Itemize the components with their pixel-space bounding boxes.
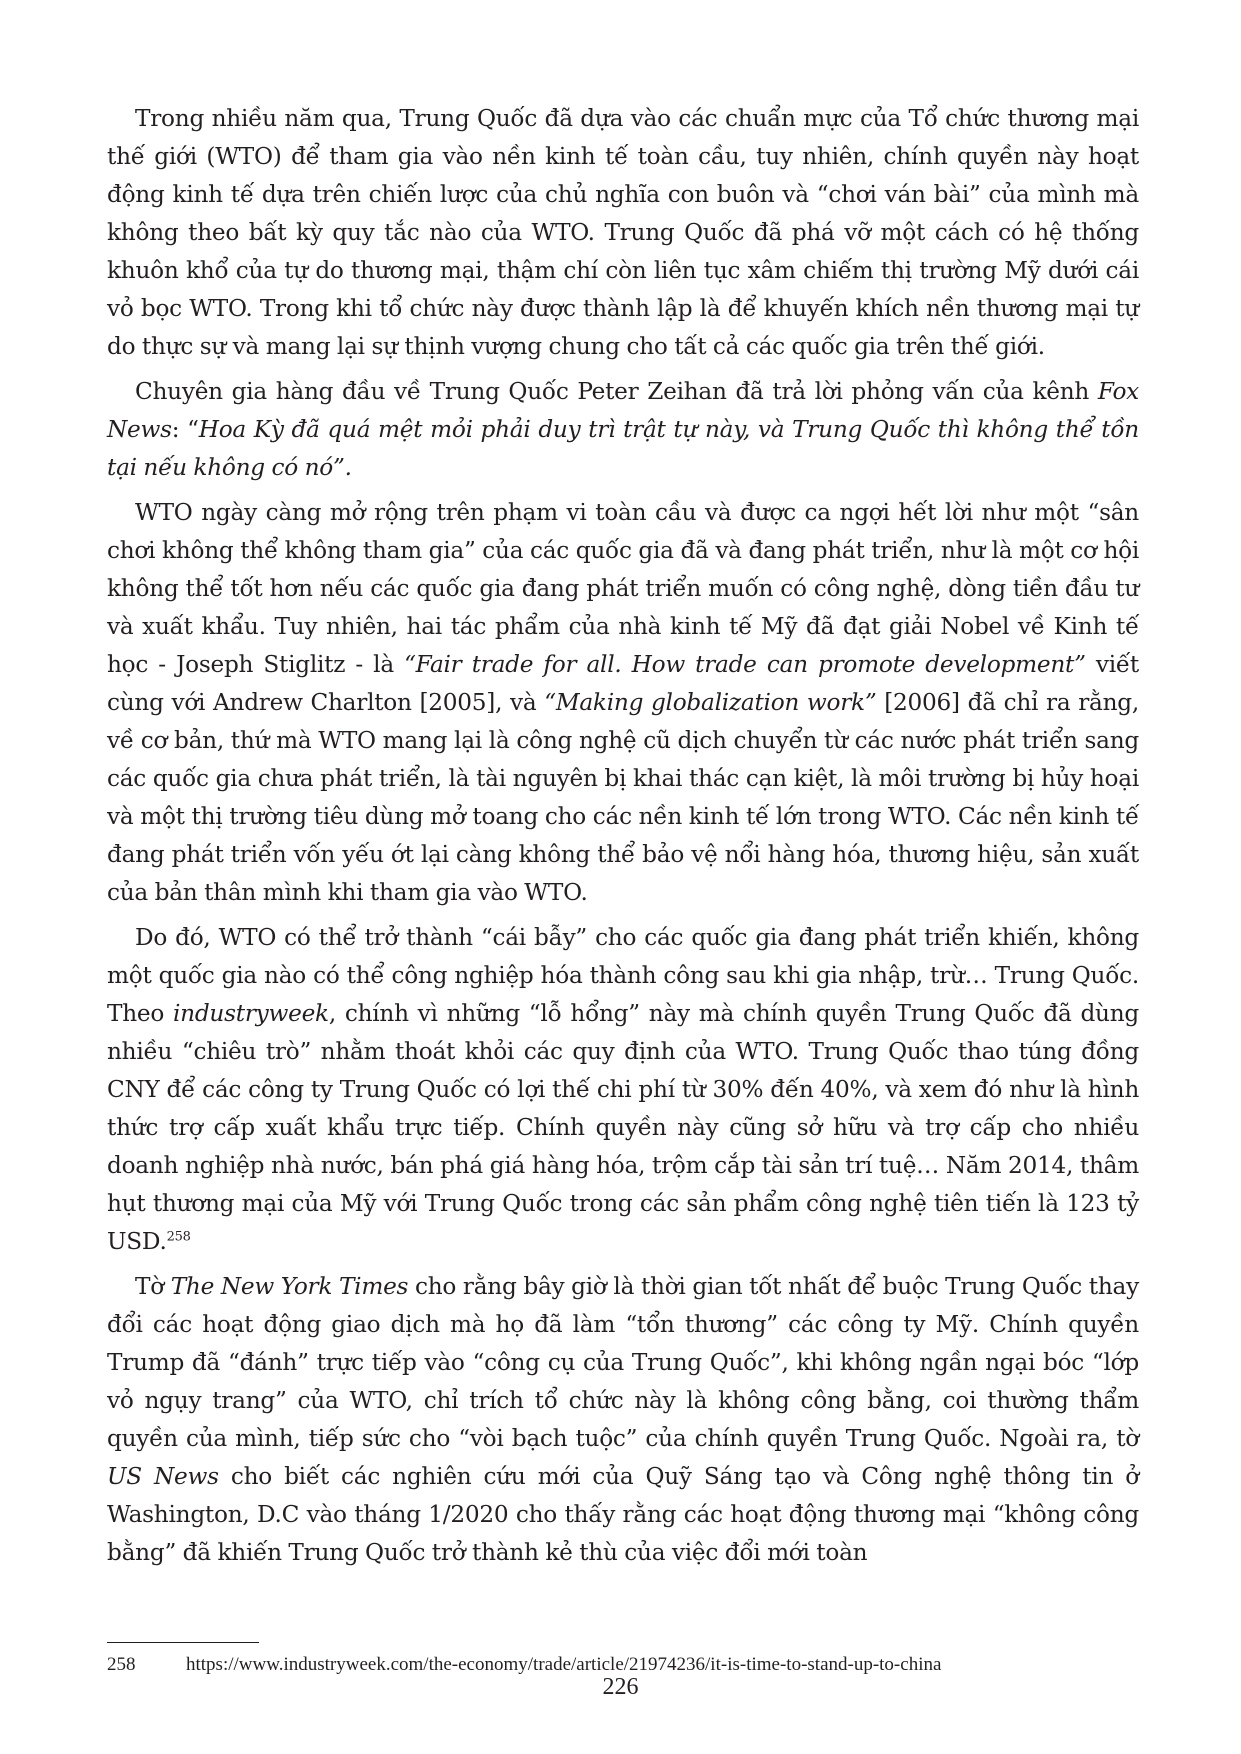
paragraph-text: : “ <box>171 416 199 443</box>
paragraph-text: cho biết các nghiên cứu mới của Quỹ Sáng tạo và Công nghệ thông tin ở Washington, D.C vào tháng 1/2020 cho thấy rằng các hoạt động thương mại “không công bằng” đã khiến Trung Quốc trở thành kẻ thù của việc đổi mới toàn <box>107 1463 1139 1566</box>
footnote-divider <box>107 1642 259 1643</box>
paragraph-text: [2006] đã chỉ ra rằng, về cơ bản, thứ mà WTO mang lại là công nghệ cũ dịch chuyển từ các nước phát triển sang các quốc gia chưa phát triển, là tài nguyên bị khai thác cạn kiệt, là môi trường bị hủy hoại và một thị trường tiêu dùng mở toang cho các nền kinh tế lớn trong WTO. Các nền kinh tế đang phát triển vốn yếu ớt lại càng không thể bảo vệ nổi hàng hóa, thương hiệu, sản xuất của bản thân mình khi tham gia vào WTO. <box>107 689 1140 906</box>
italic-text: Hoa Kỳ đã quá mệt mỏi phải duy trì trật tự này, và Trung Quốc thì không thể tồn tại nếu không có nó”. <box>107 416 1139 481</box>
paragraph-text: Do đó, WTO có thể trở thành “cái bẫy” cho các quốc gia đang phát triển khiến, không một quốc gia nào có thể công nghiệp hóa thành công sau khi gia nhập, trừ… Trung Quốc. Theo <box>107 924 1139 1027</box>
paragraph-text: Tờ <box>135 1273 171 1300</box>
paragraph-text: Trong nhiều năm qua, Trung Quốc đã dựa vào các chuẩn mực của Tổ chức thương mại thế giới (WTO) để tham gia vào nền kinh tế toàn cầu, tuy nhiên, chính quyền này hoạt động kinh tế dựa trên chiến lược của chủ nghĩa con buôn và “chơi ván bài” của mình mà không theo bất kỳ quy tắc nào của WTO. Trung Quốc đã phá vỡ một cách có hệ thống khuôn khổ của tự do thương mại, thậm chí còn liên tục xâm chiếm thị trường Mỹ dưới cái vỏ bọc WTO. Trong khi tổ chức này được thành lập là để khuyến khích nền thương mại tự do thực sự và mang lại sự thịnh vượng chung cho tất cả các quốc gia trên thế giới. <box>107 105 1139 360</box>
italic-text: “Fair trade for all. How trade can promote development” <box>404 651 1086 678</box>
page-number: 226 <box>602 1674 639 1700</box>
paragraph-text: , chính vì những “lỗ hổng” này mà chính quyền Trung Quốc đã dùng nhiều “chiêu trò” nhằm thoát khỏi các quy định của WTO. Trung Quốc thao túng đồng CNY để các công ty Trung Quốc có lợi thế chi phí từ 30% đến 40%, và xem đó như là hình thức trợ cấp xuất khẩu trực tiếp. Chính quyền này cũng sở hữu và trợ cấp cho nhiều doanh nghiệp nhà nước, bán phá giá hàng hóa, trộm cắp tài sản trí tuệ… Năm 2014, thâm hụt thương mại của Mỹ với Trung Quốc trong các sản phẩm công nghệ tiên tiến là 123 tỷ USD. <box>107 1000 1139 1255</box>
footnote-number: 258 <box>107 1654 136 1675</box>
italic-text: “Making globalization work” <box>544 689 877 716</box>
paragraph-1 <box>107 100 1139 366</box>
italic-text: Fox News <box>107 378 1139 443</box>
italic-text: US News <box>107 1463 219 1490</box>
paragraph-2 <box>107 373 1139 487</box>
body-text <box>107 100 1139 1579</box>
paragraph-text: Chuyên gia hàng đầu về Trung Quốc Peter Zeihan đã trả lời phỏng vấn của kênh <box>135 378 1098 405</box>
paragraph-3 <box>107 494 1139 912</box>
paragraph-text: WTO ngày càng mở rộng trên phạm vi toàn cầu và được ca ngợi hết lời như một “sân chơi không thể không tham gia” của các quốc gia đã và đang phát triển, như là một cơ hội không thể tốt hơn nếu các quốc gia đang phát triển muốn có công nghệ, dòng tiền đầu tư và xuất khẩu. Tuy nhiên, hai tác phẩm của nhà kinh tế Mỹ đã đạt giải Nobel về Kinh tế học - Joseph Stiglitz - là <box>107 499 1139 678</box>
footnote-url: https://www.industryweek.com/the-economy/trade/article/21974236/it-is-time-to-stand-up-to-china <box>186 1654 942 1675</box>
paragraph-5 <box>107 1268 1139 1572</box>
paragraph-4 <box>107 919 1139 1261</box>
paragraph-text: cho rằng bây giờ là thời gian tốt nhất để buộc Trung Quốc thay đổi các hoạt động giao dịch mà họ đã làm “tổn thương” các công ty Mỹ. Chính quyền Trump đã “đánh” trực tiếp vào “công cụ của Trung Quốc”, khi không ngần ngại bóc “lớp vỏ ngụy trang” của WTO, chỉ trích tổ chức này là không công bằng, coi thường thẩm quyền của mình, tiếp sức cho “vòi bạch tuộc” của chính quyền Trung Quốc. Ngoài ra, tờ <box>107 1273 1139 1452</box>
italic-text: The New York Times <box>170 1273 409 1300</box>
paragraph-text: viết cùng với Andrew Charlton [2005], và <box>107 651 1139 716</box>
italic-text: industryweek <box>172 1000 329 1027</box>
footnote-reference: 258 <box>166 1229 191 1245</box>
